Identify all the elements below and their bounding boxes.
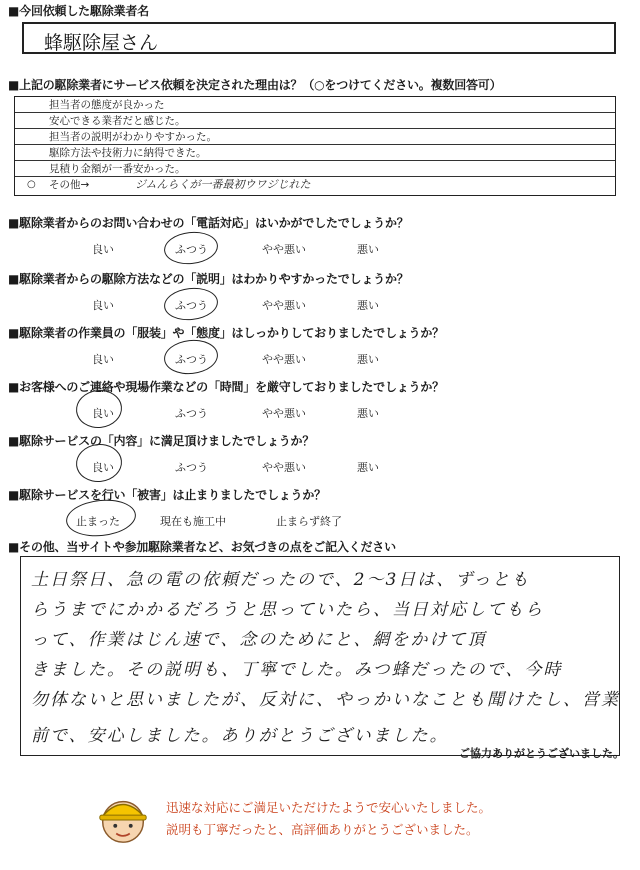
reason-row [15,161,615,177]
reason-row [15,97,615,113]
q3-option: 良い [92,243,114,256]
reply-line: 説明も丁寧だったと、高評価ありがとうございました。 [166,822,479,837]
reason-other-mark: ○ [27,179,36,190]
q4-option: 良い [92,299,114,312]
reason-label: 駆除方法や技術力に納得できた。 [49,147,207,159]
q5-option: ふつう [175,353,208,366]
staff-reply [0,782,640,870]
q6-option: ふつう [175,407,208,420]
q3-option: 悪い [357,243,379,256]
q7-option: 良い [92,461,114,474]
reason-label: 担当者の説明がわかりやすかった。 [49,131,217,143]
q6-option: やや悪い [262,407,306,420]
q7-option: やや悪い [262,461,306,474]
q8-option: 現在も施工中 [160,515,226,528]
q3-option: ふつう [175,243,208,256]
q8-heading: ■駆除サービスを行い「被害」は止まりましたでしょうか？ [8,488,326,502]
q7-option: ふつう [175,461,208,474]
q5-option: やや悪い [262,353,306,366]
comments-heading: ■その他、当サイトや参加駆除業者など、お気づきの点をご記入ください [8,540,396,554]
reply-line: 迅速な対応にご満足いただけたようで安心いたしました。 [166,800,492,815]
q5-option: 悪い [357,353,379,366]
thanks-note: ご協力ありがとうございました。 [459,747,624,760]
company-name: 蜂駆除屋さん [44,32,159,54]
q5-heading: ■駆除業者の作業員の「服装」や「態度」はしっかりしておりましたでしょうか？ [8,326,444,340]
reason-label: 見積り金額が一番安かった。 [49,163,186,175]
q6-option: 良い [92,407,114,420]
reason-table [14,96,616,196]
reason-label: 安心できる業者だと感じた。 [49,115,186,127]
q4-heading: ■駆除業者からの駆除方法などの「説明」はわかりやすかったでしょうか？ [8,272,409,286]
q4-selection-circle [162,285,219,322]
q3-option: やや悪い [262,243,306,256]
comment-box [20,556,620,756]
reason-label: 担当者の態度が良かった [49,99,165,111]
q5-selection-circle [162,337,219,376]
reason-row [15,113,615,129]
q2-heading: ■上記の駆除業者にサービス依頼を決定された理由は？（○をつけてください。複数回答可） [8,78,502,92]
q7-heading: ■駆除サービスの「内容」に満足頂けましたでしょうか？ [8,434,315,448]
comment-line: 勿体ないと思いましたが、反対に、やっかいなことも聞けたし、営業 [31,690,620,710]
worker-helmet-icon [94,790,152,848]
q4-option: やや悪い [262,299,306,312]
q8-option: 止まった [76,515,120,528]
reason-row [15,129,615,145]
reason-other-handwriting: ジムんらくが一番最初ウワジじれた [135,178,311,191]
q8-option: 止まらず終了 [276,515,342,528]
q5-option: 良い [92,353,114,366]
q4-option: ふつう [175,299,208,312]
comment-line: 土日祭日、急の電の依頼だったので、2〜3日は、ずっとも [31,570,531,590]
comment-line: 前で、安心しました。ありがとうございました。 [31,726,449,746]
comment-line: きました。その説明も、丁寧でした。みつ蜂だったので、今時 [31,660,563,680]
q3-heading: ■駆除業者からのお問い合わせの「電話対応」はいかがでしたでしょうか？ [8,216,409,230]
reason-label: その他→ [49,179,90,191]
q6-heading: ■お客様へのご連絡や現場作業などの「時間」を厳守しておりましたでしょうか？ [8,380,444,394]
comment-line: らうまでにかかるだろうと思っていたら、当日対応してもら [31,600,544,620]
company-name-box [22,22,616,54]
reason-row [15,145,615,161]
q3-selection-circle [162,229,219,266]
q1-heading: ■今回依頼した駆除業者名 [8,4,149,18]
reason-row-other [15,177,615,193]
comment-line: って、作業はじん速で、念のためにと、網をかけて頂 [31,630,487,650]
q4-option: 悪い [357,299,379,312]
q6-option: 悪い [357,407,379,420]
q7-option: 悪い [357,461,379,474]
